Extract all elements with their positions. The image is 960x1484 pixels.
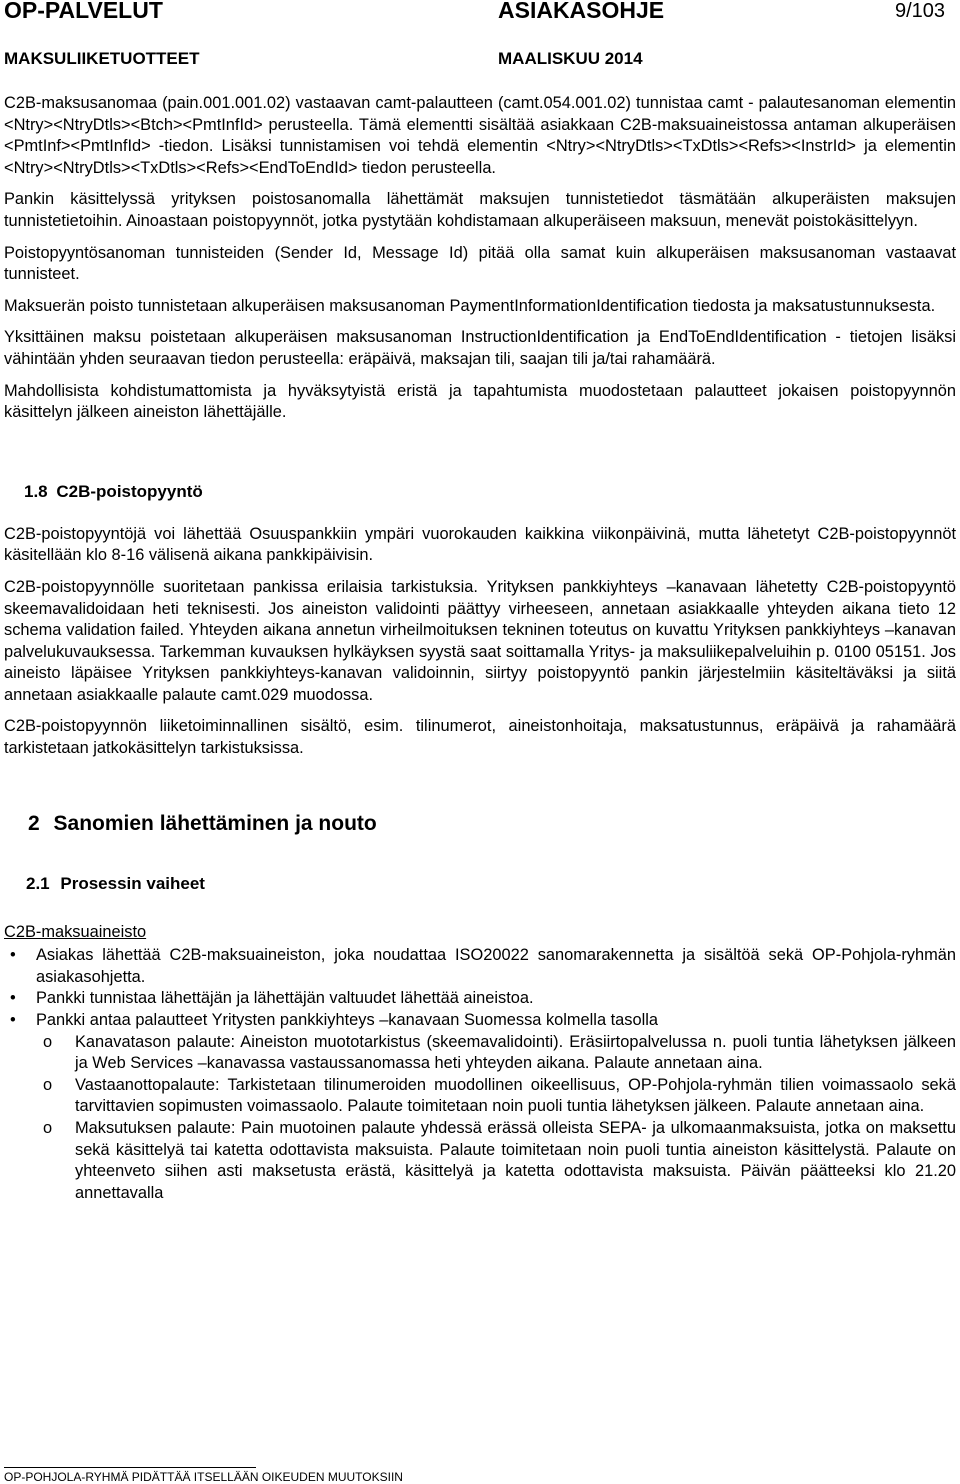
- header-product: MAKSULIIKETUOTTEET: [4, 49, 200, 68]
- list-item-text: Pankki tunnistaa lähettäjän ja lähettäjän valtuudet lähettää aineistoa.: [36, 989, 534, 1008]
- section-title: C2B-poistopyyntö: [56, 481, 203, 501]
- sub-list-item: [4, 1118, 956, 1204]
- bullet-list: [4, 945, 956, 1031]
- section-paragraph: C2B-poistopyynnölle suoritetaan pankissa erilaisia tarkistuksia. Yrityksen pankkiyhteys –kanavaan lähetetty C2B-poistopyyntö skeemavalidoidaan heti teknisesti. Jos aineiston validointi päättyy virheeseen, annetaan asiakkaalle yhteyden aikana tieto 12 schema validation failed. Yhteyden aikana annetun virheilmoituksen tekninen toteutus on kuvattu Yrityksen pankkiyhteys –kanavan palvelukuvauksessa. Tarkemman kuvauksen hylkäyksen syystä saat soittamalla Yritys- ja maksuliikepalveluihin p. 0100 05151. Jos aineisto läpäisee Yrityksen pankkiyhteys-kanavan validoinnin, siirtyy poistopyyntö pankin järjestelmiin käsiteltäväksi ja siitä annetaan asiakkaalle palaute camt.029 muodossa.: [4, 577, 956, 704]
- section-number: 2.1: [26, 873, 50, 893]
- header-page-number: 9/103: [895, 0, 946, 22]
- intro-paragraph: C2B-maksusanomaa (pain.001.001.02) vastaavan camt-palautteen (camt.054.001.02) tunnistaa camt - palautesanoman elementin <Ntry><NtryDtls><Btch><PmtInfId> perusteella. Tämä elementti sisältää asiakkaan C2B-maksuaineistossa antaman alkuperäisen <PmtInf><PmtInfId> -tiedon. Lisäksi tunnistamisen voi tehdä elementin <Ntry><NtryDtls><TxDtls><Refs><InstrId> ja elementin <Ntry><NtryDtls><TxDtls><Refs><EndToEndId> tiedon perusteella.: [4, 94, 956, 177]
- subheading-c2b-aineisto: C2B-maksuaineisto: [4, 922, 147, 941]
- footer-divider: [4, 1467, 256, 1468]
- circle-bullet-icon: o: [43, 1075, 53, 1094]
- sub-list-item: [4, 1075, 956, 1118]
- list-item: [4, 1010, 956, 1032]
- intro-paragraph: Maksuerän poisto tunnistetaan alkuperäisen maksusanoman PaymentInformationIdentification tiedosta ja maksatustunnuksesta.: [4, 296, 936, 315]
- bullet-icon: •: [10, 989, 16, 1008]
- list-item-text: Pankki antaa palautteet Yritysten pankkiyhteys –kanavaan Suomessa kolmella tasolla: [36, 1011, 658, 1030]
- sub-bullet-list: [4, 1032, 956, 1205]
- section-paragraph: C2B-poistopyynnön liiketoiminnallinen sisältö, esim. tilinumerot, aineistonhoitaja, maksatustunnus, eräpäivä ja rahamäärä tarkistetaan jatkokäsittelyn tarkistuksissa.: [4, 717, 956, 758]
- circle-bullet-icon: o: [43, 1032, 53, 1051]
- intro-paragraph: Poistopyyntösanoman tunnisteiden (Sender Id, Message Id) pitää olla samat kuin alkuperäisen maksusanoman vastaavat tunnisteet.: [4, 243, 956, 284]
- section-title: Prosessin vaiheet: [60, 873, 205, 893]
- section-heading-2: [28, 812, 956, 836]
- sub-list-item-text: Maksutuksen palaute: Pain muotoinen palaute yhdessä erässä olleista SEPA- ja ulkomaanmaksuista, jotka on maksettu sekä käsittelyä tai katetta odottavista maksuista. Palaute toimitetaan noin puoli tuntia aineiston käsittelystä. Palaute on yhteenveto siihen asti maksetusta erästä, käsittelyä ja katetta odottavista maksuista. Päivän päätteeksi klo 21.20 annettavalla: [75, 1119, 956, 1202]
- section-heading-2-1: [26, 874, 956, 894]
- intro-paragraph: Mahdollisista kohdistumattomista ja hyväksytyistä eristä ja tapahtumista muodostetaan palautteet jokaisen poistopyynnön käsittelyn jälkeen aineiston lähettäjälle.: [4, 381, 956, 422]
- header-date: MAALISKUU 2014: [498, 49, 643, 68]
- header-doc-type: ASIAKASOHJE: [498, 0, 665, 23]
- section-heading-1-8: [24, 482, 956, 502]
- sub-list-item: [4, 1032, 956, 1075]
- bullet-icon: •: [10, 946, 16, 965]
- list-item: [4, 988, 956, 1010]
- bullet-icon: •: [10, 1011, 16, 1030]
- intro-paragraph: Pankin käsittelyssä yrityksen poistosanomalla lähettämät maksujen tunnistetiedot täsmätään alkuperäisten maksujen tunnistetietoihin. Ainoastaan poistopyynnöt, jotka pystytään kohdistamaan alkuperäiseen maksuun, menevät poistokäsittelyyn.: [4, 190, 956, 230]
- document-body: [4, 93, 956, 1204]
- footer-note: OP-POHJOLA-RYHMÄ PIDÄTTÄÄ ITSELLÄÄN OIKEUDEN MUUTOKSIIN: [4, 1470, 403, 1484]
- list-item: [4, 945, 956, 988]
- section-title: Sanomien lähettäminen ja nouto: [53, 811, 377, 835]
- list-item-text: Asiakas lähettää C2B-maksuaineiston, joka noudattaa ISO20022 sanomarakennetta ja sisältöä sekä OP-Pohjola-ryhmän asiakasohjetta.: [36, 946, 956, 986]
- section-paragraph: C2B-poistopyyntöjä voi lähettää Osuuspankkiin ympäri vuorokauden kaikkina viikonpäivinä, mutta lähetetyt C2B-poistopyynnöt käsitellään klo 8-16 välisenä aikana pankkipäivisin.: [4, 524, 956, 565]
- sub-list-item-text: Kanavatason palaute: Aineiston muototarkistus (skeemavalidointi). Eräsiirtopalvelussa n. puoli tuntia lähetyksen jälkeen ja Web Services –kanavassa vastaussanomassa heti yhteyden aikana. Palaute annetaan aina.: [75, 1032, 956, 1073]
- header-brand: OP-PALVELUT: [4, 0, 163, 23]
- section-number: 2: [28, 811, 40, 835]
- section-number: 1.8: [24, 481, 48, 501]
- circle-bullet-icon: o: [43, 1119, 53, 1137]
- intro-paragraph: Yksittäinen maksu poistetaan alkuperäisen maksusanoman InstructionIdentification ja EndToEndIdentification - tietojen lisäksi vähintään yhden seuraavan tiedon perusteella: eräpäivä, maksajan tili, saajan tili ja/tai rahamäärä.: [4, 328, 956, 368]
- sub-list-item-text: Vastaanottopalaute: Tarkistetaan tilinumeroiden muodollinen oikeellisuus, OP-Pohjola-ryhmän tilien voimassaolo sekä tarvittavien sopimusten voimassaolo. Palaute toimitetaan noin puoli tuntia lähetyksen jälkeen. Palaute annetaan aina.: [75, 1075, 956, 1116]
